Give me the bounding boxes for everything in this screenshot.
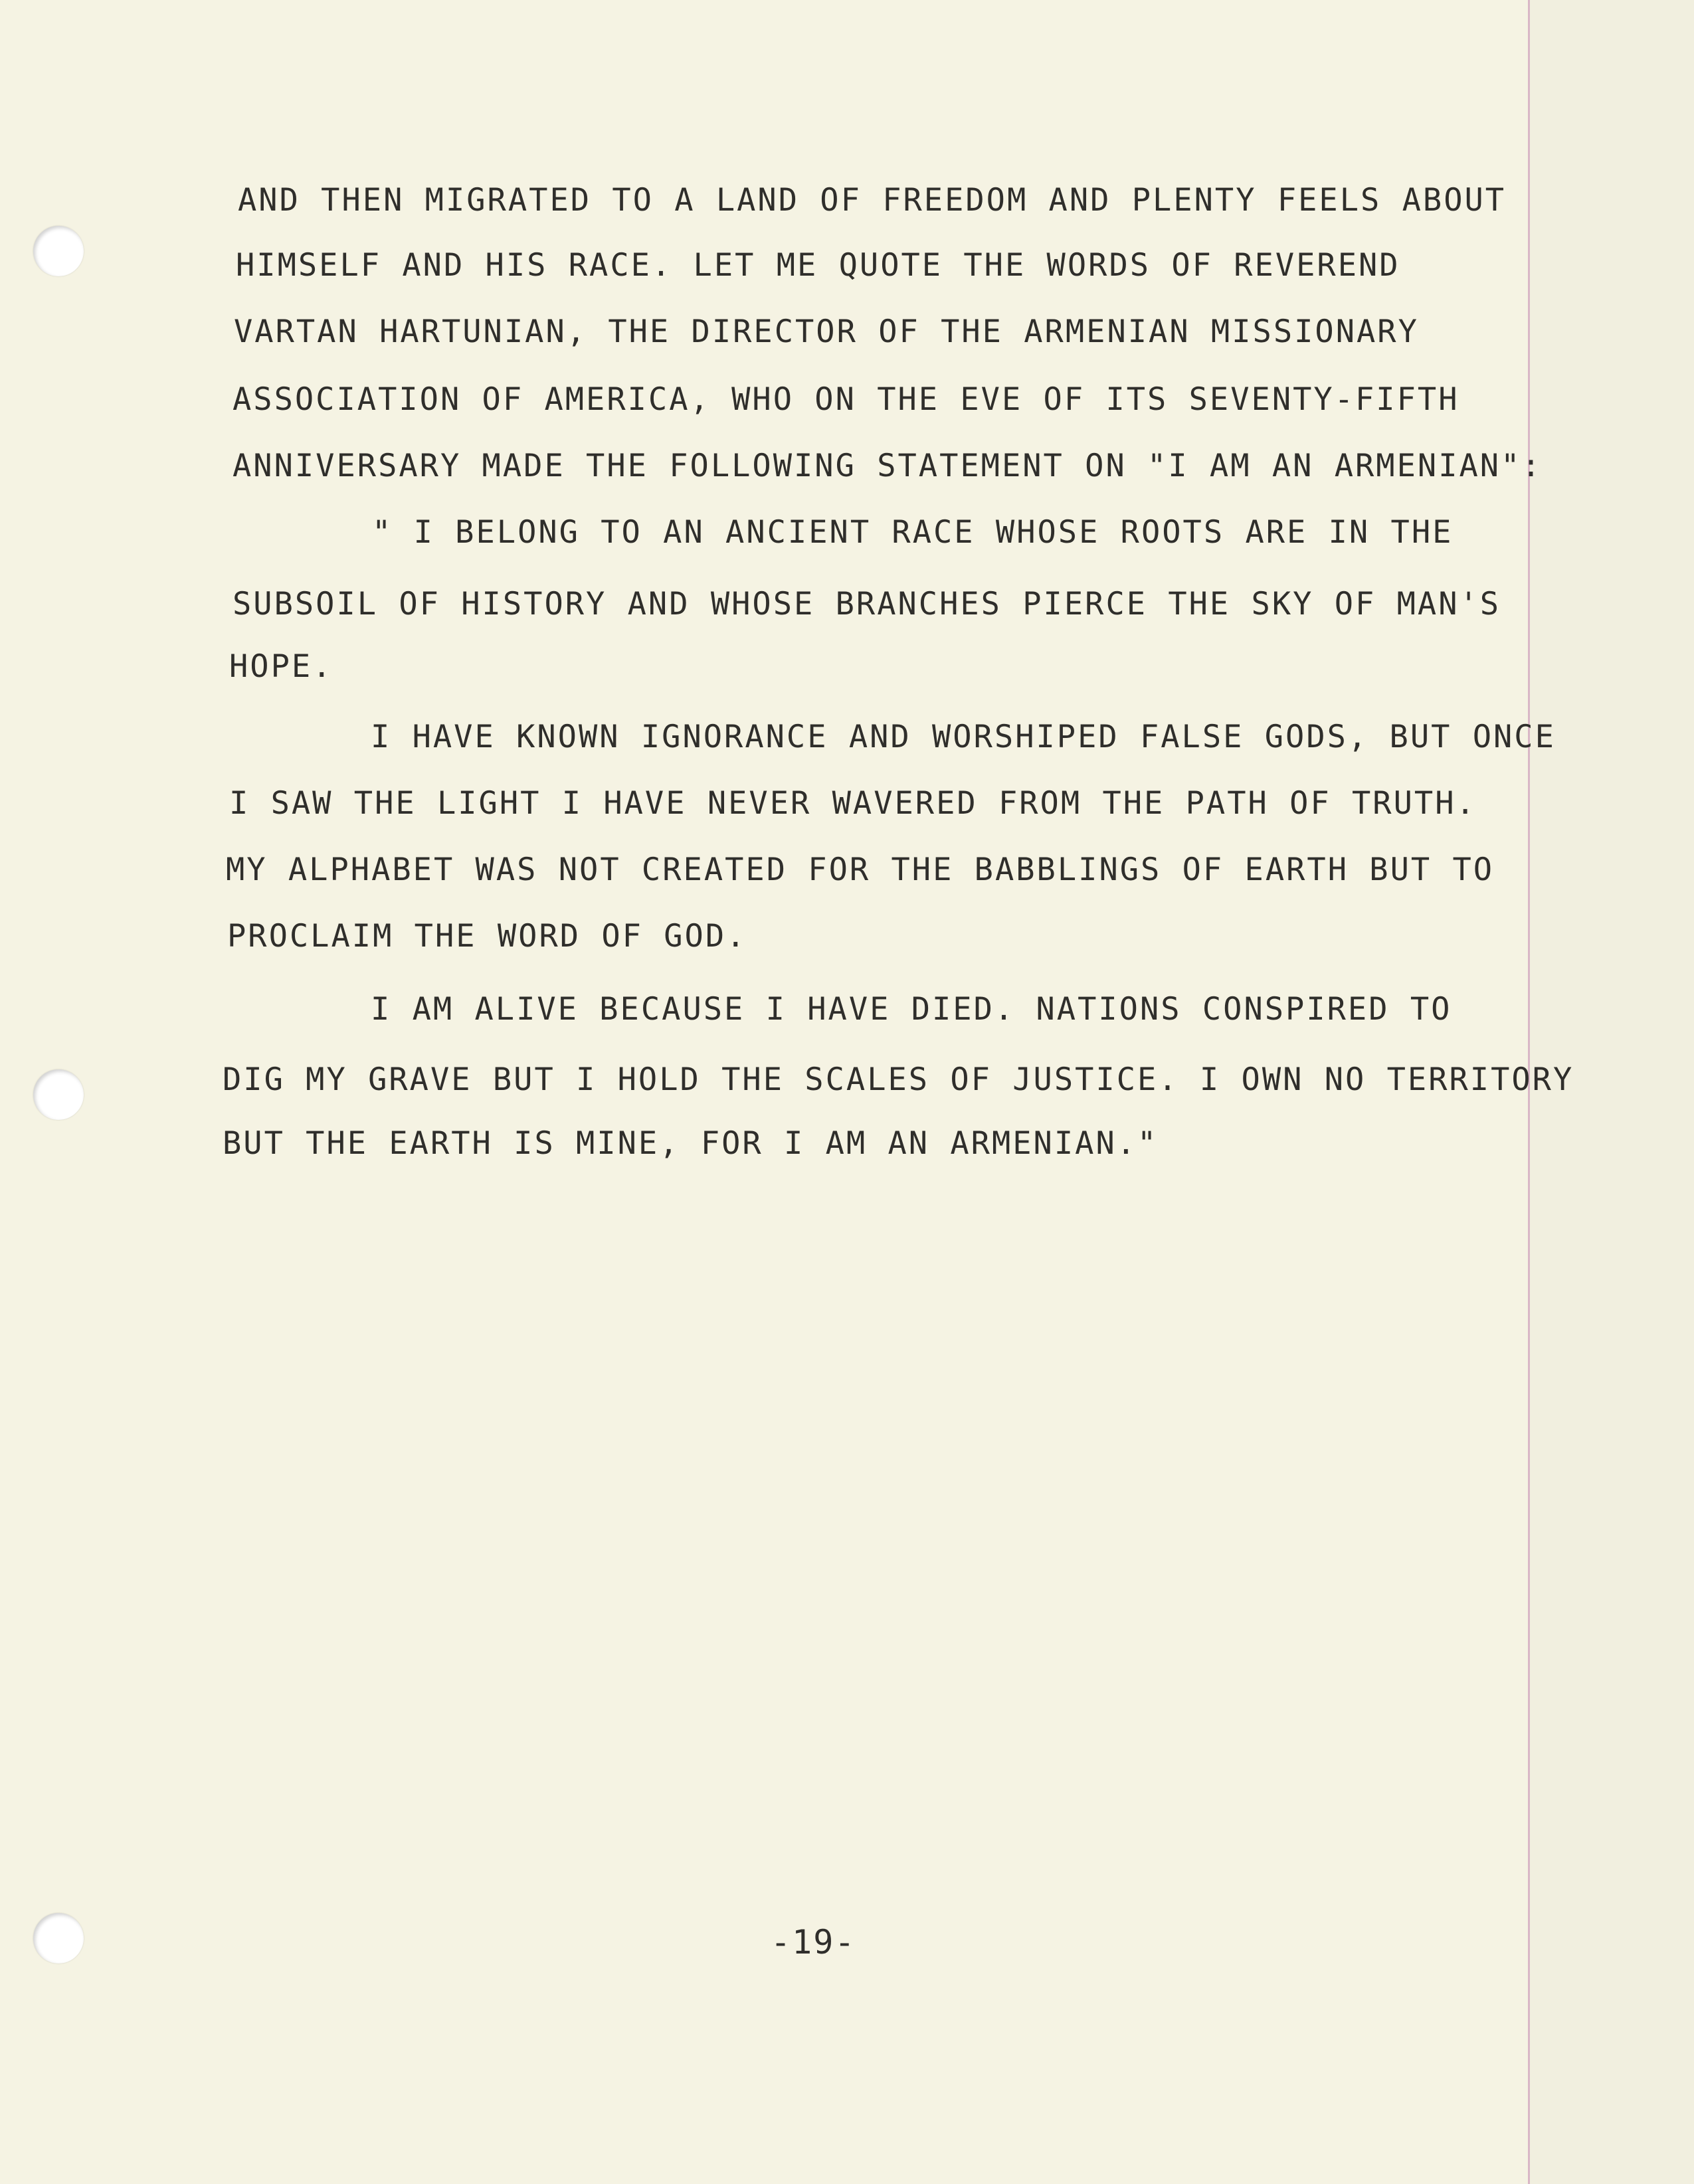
text-line: ASSOCIATION OF AMERICA, WHO ON THE EVE OF ITS SEVENTY-FIFTH bbox=[233, 381, 1459, 418]
text-line: I SAW THE LIGHT I HAVE NEVER WAVERED FROM THE PATH OF TRUTH. bbox=[229, 785, 1477, 822]
text-line: VARTAN HARTUNIAN, THE DIRECTOR OF THE ARMENIAN MISSIONARY bbox=[234, 314, 1419, 350]
binder-hole-middle bbox=[33, 1069, 84, 1120]
text-line: MY ALPHABET WAS NOT CREATED FOR THE BABBLINGS OF EARTH BUT TO bbox=[226, 852, 1495, 888]
text-line: ANNIVERSARY MADE THE FOLLOWING STATEMENT ON "I AM AN ARMENIAN": bbox=[233, 448, 1543, 484]
text-line: HIMSELF AND HIS RACE. LET ME QUOTE THE WORDS OF REVEREND bbox=[236, 247, 1400, 284]
text-line: " I BELONG TO AN ANCIENT RACE WHOSE ROOTS ARE IN THE bbox=[372, 514, 1454, 551]
page-number: -19- bbox=[771, 1923, 856, 1961]
text-line: I HAVE KNOWN IGNORANCE AND WORSHIPED FALSE GODS, BUT ONCE bbox=[371, 719, 1556, 755]
text-line: DIG MY GRAVE BUT I HOLD THE SCALES OF JUSTICE. I OWN NO TERRITORY bbox=[223, 1061, 1574, 1098]
text-line: I AM ALIVE BECAUSE I HAVE DIED. NATIONS CONSPIRED TO bbox=[371, 991, 1452, 1028]
text-line: HOPE. bbox=[229, 648, 333, 685]
text-line: BUT THE EARTH IS MINE, FOR I AM AN ARMENIAN." bbox=[223, 1125, 1159, 1162]
text-line: AND THEN MIGRATED TO A LAND OF FREEDOM AND PLENTY FEELS ABOUT bbox=[238, 182, 1507, 219]
binder-hole-top bbox=[33, 226, 84, 276]
text-line: PROCLAIM THE WORD OF GOD. bbox=[227, 918, 747, 955]
text-line: SUBSOIL OF HISTORY AND WHOSE BRANCHES PIERCE THE SKY OF MAN'S bbox=[233, 586, 1501, 622]
binder-hole-bottom bbox=[33, 1913, 84, 1963]
